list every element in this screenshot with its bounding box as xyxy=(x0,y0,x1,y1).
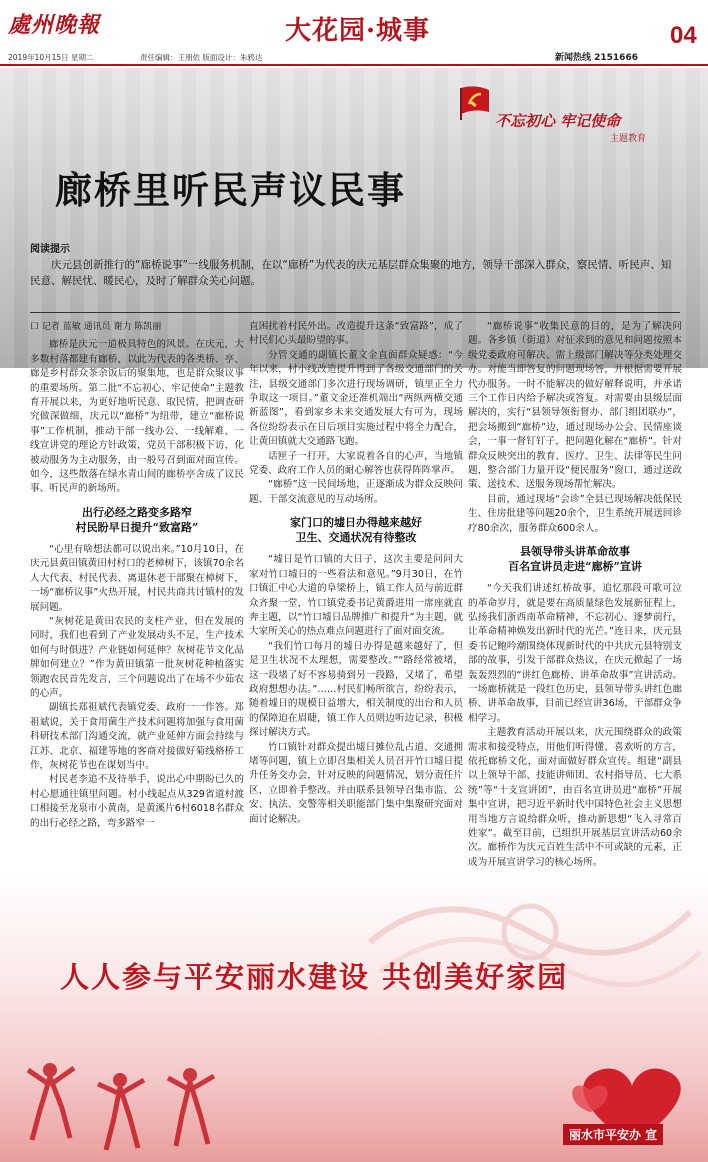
subheading: 出行必经之路变多路窄 村民盼早日提升“致富路” xyxy=(75,505,199,534)
page-number: 04 xyxy=(670,22,697,49)
campaign-slogan-sub: 主题教育 xyxy=(610,134,647,144)
article-headline: 廊桥里听民声议民事 xyxy=(55,169,406,212)
newspaper-logo: 處州晚報 xyxy=(8,12,101,38)
paragraph: 廊桥是庆元一道极具特色的风景。在庆元，大多数村落都建有廊桥，以此为代表的各类桥、亭、廊是乡村群众茶余饭后的聚集地，也是群众聚议事的重要场所。第二批“不忘初心、牢记使命”主题教育开展以来，为更好地听民意、取民情，把调查研究做深做细，庆元以“廊桥”为纽带，建立“廊桥说事”工作机制，推动干部一线办公、一线解难、一线宣讲党的理论方针政策，党员干部积极下访，化被动服务为主动服务，由一般号召到面对面宣传。如今，这些散落在绿水青山间的廊桥亭舍成了议民事、听民声的新场所。 xyxy=(30,339,244,495)
paragraph: 直困扰着村民外出。改造提升这条“致富路”，成了村民们心头最盼望的事。 xyxy=(249,321,463,347)
paragraph: “廊桥”这一民间场地，正逐渐成为群众反映问题、干部交流意见的互动场所。 xyxy=(249,479,463,505)
jumping-people-icon xyxy=(10,1040,240,1160)
article-column-1 xyxy=(30,320,244,831)
paragraph: 副镇长郑祖斌代表镇党委、政府一一作答。郑祖斌说，关于食用菌生产技术问题将加强与食用菌科研技术部门沟通交流，就产业延伸方面会持续与江苏、北京、福建等地的客商对接做好菊线格桥工作，灰树花节也在谋划当中。 xyxy=(30,702,244,771)
paragraph: “廊桥说事”收集民意的目的，是为了解决问题。各乡镇（街道）对征求到的意见和问题按照本级党委政府可解决、需上级部门解决等分类处理交办。对能当即答复的问题现场答，并根据需要开展代办服务。一时不能解决的做好解释说明，并承诺三个工作日内给予解决或答复。对需要由县级层面解决的，实行“县领导领衔督办、部门组团联办”，把会场搬到“廊桥”边，通过现场办公会、民情座谈会，一事一督钉钉子，把问题化解在“廊桥”。针对群众反映突出的教育、医疗、卫生、法律等民生问题，整合部门力量开设“便民服务”窗口，通过送政策、送技术、送服务现场帮忙解决。 xyxy=(468,321,682,491)
campaign-slogan: 不忘初心 牢记使命 xyxy=(495,112,621,130)
party-emblem-icon xyxy=(455,82,495,122)
paragraph: 主题教育活动开展以来，庆元围绕群众的政策需求和接受特点，用他们听得懂、喜欢听的方言，依托廊桥文化，面对面做好群众宣传。组建“副县以上领导干部、技能讲师团、农村指导员、七大系统”等“十支宣讲团”，由百名宣讲员进“廊桥”开展集中宣讲，把习近平新时代中国特色社会主义思想用当地方言说给群众听，推动新思想“飞入寻常百姓家”。截至目前，已组织开展基层宣讲活动60余次。廊桥作为庆元百姓生活中不可或缺的元素，正成为开展宣讲学习的核心场所。 xyxy=(468,727,682,868)
section-title: 大花园·城事 xyxy=(285,16,431,46)
masthead-rule xyxy=(0,64,708,66)
lead-summary: 庆元县创新推行的“廊桥说事”一线服务机制，在以“廊桥”为代表的庆元基层群众集聚的地方，领导干部深入群众，察民情、听民声、知民意、解民忧、暖民心，及时了解群众关心问题。 xyxy=(30,259,672,287)
subheading: 家门口的墟日办得越来越好 卫生、交通状况有待整改 xyxy=(290,516,422,545)
paragraph: “心里有啥想法都可以说出来。”10月10日，在庆元县黄田镇黄田村村口的老樟树下，该镇70余名人大代表、村民代表、离退休老干部聚在樟树下，一场“廊桥议事”火热开展，村民共商共讨镇村的发展问题。 xyxy=(30,543,244,613)
issue-date: 2019年10月15日 星期二 xyxy=(8,53,94,62)
paragraph: “墟日是竹口镇的大日子，这次主要是问问大家对竹口墟日的一些看法和意见。”9月30日，在竹口镇汇中心大道的阜梁桥上，镇工作人员与前近群众齐聚一堂，竹口镇党委书记黄爵进用一席座就直奔主题，以“竹口墟日品牌推广和提升”为主题，就大家所关心的热点难点问题进行了面对面交流。 xyxy=(249,554,463,638)
ad-slogan: 人人参与平安丽水建设 共创美好家园 xyxy=(60,960,569,994)
hero-divider xyxy=(30,312,680,313)
paragraph: 分管交通的副镇长董文金直面群众疑惑：“今年以来，村小线改造提升得到了各级交通部门的关注，县级交通部门多次进行现场调研，镇里正全力争取这一项目。”董文金还准机端出“两纵两横交通新蓝图”，看到家乡未来交通发展大有可为，现场各位纷纷表示在日后项目实施过程中将全力配合，让黄田镇就大交通路飞跑。 xyxy=(249,349,463,448)
paragraph: 目前，通过现场“会诊”全县已现场解决低保民生、住房批建等问题20余个，卫生系统开展送回诊疗80余次，服务群众600余人。 xyxy=(468,493,682,534)
paragraph: “灰树花是黄田农民的支柱产业，但在发展的同时，我们也看到了产业发展动头不足，生产技术如何与时俱进？产业链如何延伸？灰树花节文化品牌如何建立？”作为黄田镇第一批灰树花种植落实领跑农民首先发言，三个问题说出了在场不少茹农的心声。 xyxy=(30,615,244,699)
article-column-3 xyxy=(468,320,682,870)
lead-label: 阅读提示 xyxy=(30,244,70,255)
paragraph: “今天我们讲述红桥故事，追忆那段可歌可泣的革命岁月，就是要在高质量绿色发展新征程上，弘扬我们浙西南革命精神，不忘初心、逐梦前行，让革命精神焕发出新时代的光芒。”连日来，庆元县委书记鲍吟潮围绕体现新时代的中共庆元县特别支部的故事，引发干部群众热议，在庆元掀起了一场轰轰烈烈的“讲红色廊桥、讲革命故事”宣讲活动。一场廊桥就是一段红色历史，县领导带头讲红色廊桥、讲革命故事，目前已经宣讲36场，干部群众争相学习。 xyxy=(468,583,682,724)
news-hotline: 新闻热线 2151666 xyxy=(555,53,638,63)
ad-sponsor: 丽水市平安办 宣 xyxy=(563,1124,663,1145)
paragraph: 村民老李追不及待举手，说出心中期盼已久的村心愿通往镇里问题。村小线起点从329省道村渡口相接至龙泉市小黄南，是黄溪片6村6018名群众的出行必经之路，弯多路窄一 xyxy=(30,774,244,829)
subheading: 县领导带头讲革命故事 百名宣讲员走进“廊桥”宣讲 xyxy=(508,545,642,574)
editor-credits: 责任编辑：王朋依 版面设计：朱鸦达 xyxy=(140,53,263,62)
article-column-2 xyxy=(249,320,463,827)
paragraph: 话匣子一打开，大家说着各自的心声，当地镇党委、政府工作人员的耐心解答也获得阵阵掌声。 xyxy=(249,450,463,477)
paragraph: 竹口镇针对群众提出墟日摊位乱占道、交通拥堵等问题，镇上立即召集相关人员召开竹口墟日提升任务交办会，针对反映的问题情况，划分责任片区，立即着手整改。并由联系县领导召集市监、公安、执法、交警等相关职能部门集中集聚研究面对面讨论解决。 xyxy=(249,741,463,825)
byline: 口 记者 蓝敏 通讯员 谢力 陈凯丽 xyxy=(30,322,162,332)
paragraph: “我们竹口每月的墟日办得是越来越好了，但是卫生状况不太理想，需要整改。”“路经常被堵，这一段堵了好不容易骑到另一段路，又堵了，希望政府想想办法。”……村民们畅所欲言，纷纷表示，随着墟日的规模日益增大，相关制度的出台和人员的保障迫在眉睫，镇工作人员则边听边记录，积极探讨解决方式。 xyxy=(249,640,463,739)
